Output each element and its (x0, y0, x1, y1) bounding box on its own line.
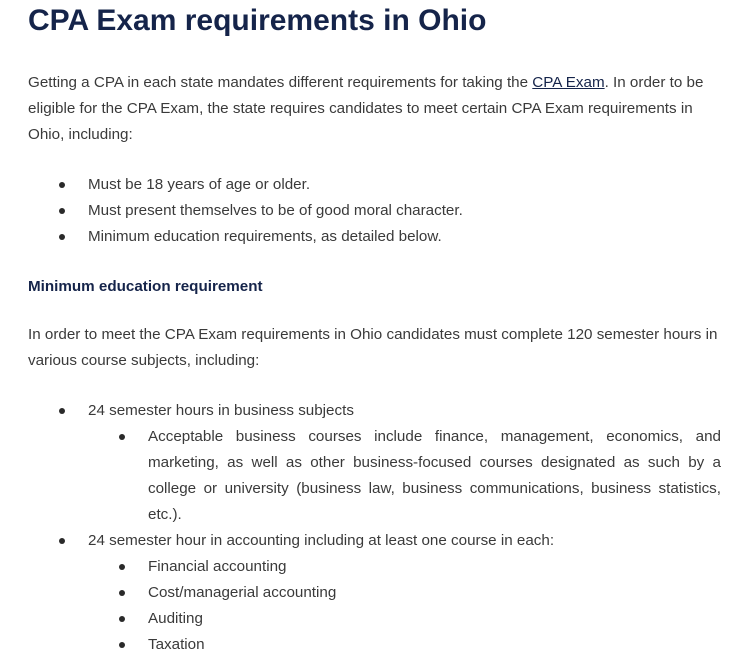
bullet-icon (119, 590, 125, 596)
education-intro-paragraph: In order to meet the CPA Exam requirements in Ohio candidates must complete 120 semester hours in various course subjects, including: (28, 326, 718, 369)
bullet-icon (119, 434, 125, 440)
sub-list-item-text: Cost/managerial accounting (148, 584, 337, 601)
intro-text-before-link: Getting a CPA in each state mandates different requirements for taking the (28, 74, 533, 91)
education-list (0, 398, 751, 658)
bullet-icon (119, 642, 125, 648)
list-item (0, 198, 751, 224)
list-item (0, 398, 751, 528)
sub-list-item (0, 580, 721, 606)
list-item-text: 24 semester hour in accounting including at least one course in each: (88, 532, 555, 549)
list-item (0, 172, 751, 198)
sub-list-item (0, 606, 721, 632)
bullet-icon (59, 538, 65, 544)
list-item (0, 224, 751, 250)
bullet-icon (59, 182, 65, 188)
sub-list-item (0, 424, 721, 528)
sub-list-item (0, 632, 721, 658)
page-title: CPA Exam requirements in Ohio (28, 4, 487, 37)
section-heading: Minimum education requirement (28, 278, 263, 295)
sub-list (88, 424, 751, 528)
sub-list-item-text: Financial accounting (148, 558, 287, 575)
bullet-icon (59, 234, 65, 240)
sub-list-item-text: Acceptable business courses include finance, management, economics, and marketing, as well as other business-focused courses designated as such by a college or university (business law, business communications, business statistics, etc.). (148, 428, 721, 523)
sub-list (88, 554, 751, 658)
eligibility-list (0, 172, 751, 250)
bullet-icon (59, 208, 65, 214)
cpa-exam-link[interactable]: CPA Exam (532, 74, 605, 91)
sub-list-item-text: Taxation (148, 636, 205, 653)
bullet-icon (119, 564, 125, 570)
list-item-text: Must be 18 years of age or older. (88, 176, 311, 193)
list-item-text: Minimum education requirements, as detailed below. (88, 228, 442, 245)
list-item-text: Must present themselves to be of good moral character. (88, 202, 463, 219)
sub-list-item-text: Auditing (148, 610, 203, 627)
intro-text-after-link: . In order to be eligible for the CPA Exam, the state requires candidates to meet certain CPA Exam requirements in Ohio, including: (28, 74, 704, 143)
list-item-text: 24 semester hours in business subjects (88, 402, 354, 419)
sub-list-item (0, 554, 721, 580)
intro-paragraph (28, 70, 724, 148)
bullet-icon (59, 408, 65, 414)
list-item (0, 528, 751, 658)
bullet-icon (119, 616, 125, 622)
